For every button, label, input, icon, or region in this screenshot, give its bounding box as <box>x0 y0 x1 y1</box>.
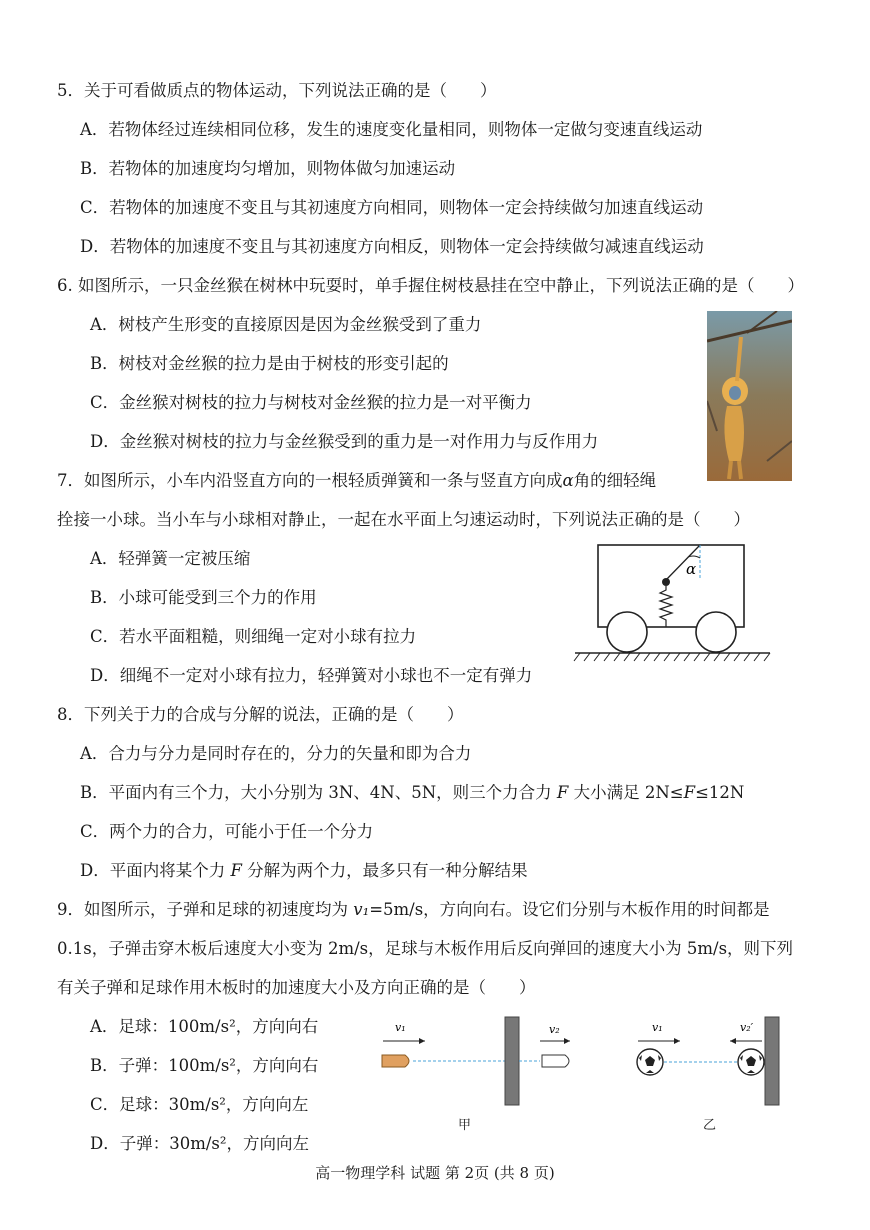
q5-option-c[interactable]: C．若物体的加速度不变且与其初速度方向相同，则物体一定会持续做匀加速直线运动 <box>80 198 704 217</box>
q8-stem: 8．下列关于力的合成与分解的说法，正确的是（ ） <box>57 705 464 724</box>
q5-stem: 5．关于可看做质点的物体运动，下列说法正确的是（ ） <box>57 81 497 100</box>
caption-jia: 甲 <box>458 1118 472 1133</box>
q7-alpha: α <box>562 471 574 490</box>
football-before <box>637 1049 663 1075</box>
q9-stem-line1 <box>57 899 770 921</box>
page-footer: 高一物理学科 试题 第 2页 (共 8 页) <box>315 1164 555 1182</box>
q9-option-d[interactable]: D．子弹：30m/s²，方向向左 <box>90 1134 310 1153</box>
left-wheel <box>607 612 647 652</box>
q6-stem: 6. 如图所示，一只金丝猴在树林中玩耍时，单手握住树枝悬挂在空中静止，下列说法正确的是（ ） <box>57 276 804 295</box>
caption-yi: 乙 <box>703 1118 717 1133</box>
football-after <box>738 1049 764 1075</box>
football-diagram <box>630 1015 790 1110</box>
q8-b-f2: F <box>683 783 696 802</box>
bullet-v2-label: v₂ <box>549 1023 560 1036</box>
bullet-before <box>382 1055 409 1067</box>
q7-stem-line2: 拴接一小球。当小车与小球相对静止，一起在水平面上匀速运动时，下列说法正确的是（ ） <box>57 510 750 529</box>
q9-stem-text-a: 9．如图所示，子弹和足球的初速度均为 <box>57 900 354 919</box>
q6-option-a[interactable]: A．树枝产生形变的直接原因是因为金丝猴受到了重力 <box>90 315 482 334</box>
q9-option-c[interactable]: C．足球：30m/s²，方向向左 <box>90 1095 309 1114</box>
q5-option-d[interactable]: D．若物体的加速度不变且与其初速度方向相反，则物体一定会持续做匀减速直线运动 <box>80 237 704 256</box>
q8-b-text-c: ≤12N <box>695 783 745 802</box>
q6-option-d[interactable]: D．金丝猴对树枝的拉力与金丝猴受到的重力是一对作用力与反作用力 <box>90 432 599 451</box>
board-yi <box>765 1017 779 1105</box>
q9-stem-text-b: =5m/s，方向向右。设它们分别与木板作用的时间都是 <box>369 900 770 919</box>
q8-option-c[interactable]: C．两个力的合力，可能小于任一个分力 <box>80 822 374 841</box>
q7-stem-text-b: 角的细轻绳 <box>573 471 657 490</box>
q7-option-a[interactable]: A．轻弹簧一定被压缩 <box>90 549 251 568</box>
q8-d-text-b: 分解为两个力，最多只有一种分解结果 <box>241 861 528 880</box>
right-wheel <box>696 612 736 652</box>
q8-b-text-a: B．平面内有三个力，大小分别为 3N、4N、5N，则三个力合力 <box>80 783 557 802</box>
q7-stem-text-a: 7．如图所示，小车内沿竖直方向的一根轻质弹簧和一条与竖直方向成 <box>57 471 563 490</box>
q8-d-f: F <box>230 861 242 880</box>
q7-option-c[interactable]: C．若水平面粗糙，则细绳一定对小球有拉力 <box>90 627 417 646</box>
monkey-photo <box>707 311 792 481</box>
q5-option-b[interactable]: B．若物体的加速度均匀增加，则物体做匀加速运动 <box>80 159 456 178</box>
q9-option-b[interactable]: B．子弹：100m/s²，方向向右 <box>90 1056 319 1075</box>
bullet-after <box>542 1055 569 1067</box>
q8-b-text-b: 大小满足 2N≤ <box>568 783 684 802</box>
q8-option-a[interactable]: A．合力与分力是同时存在的，分力的矢量和即为合力 <box>80 744 472 763</box>
q6-option-b[interactable]: B．树枝对金丝猴的拉力是由于树枝的形变引起的 <box>90 354 449 373</box>
bullet-diagram <box>375 1015 590 1110</box>
board-jia <box>505 1017 519 1105</box>
q8-d-text-a: D．平面内将某个力 <box>80 861 231 880</box>
q9-option-a[interactable]: A．足球：100m/s²，方向向右 <box>90 1017 319 1036</box>
football-v2-label: v₂′ <box>740 1021 754 1034</box>
q5-option-a[interactable]: A．若物体经过连续相同位移，发生的速度变化量相同，则物体一定做匀变速直线运动 <box>80 120 703 139</box>
ball <box>662 578 670 586</box>
q8-b-f: F <box>556 783 569 802</box>
q8-option-d[interactable] <box>80 860 528 882</box>
q6-option-c[interactable]: C．金丝猴对树枝的拉力与树枝对金丝猴的拉力是一对平衡力 <box>90 393 532 412</box>
q9-v1: v₁ <box>353 900 370 919</box>
q7-option-d[interactable]: D．细绳不一定对小球有拉力，轻弹簧对小球也不一定有弹力 <box>90 666 533 685</box>
cart-diagram <box>570 540 775 670</box>
q9-stem-line2: 0.1s，子弹击穿木板后速度大小变为 2m/s，足球与木板作用后反向弹回的速度大小为 5m/s，则下列 <box>57 939 794 958</box>
bullet-v1-label: v₁ <box>395 1021 406 1034</box>
q7-option-b[interactable]: B．小球可能受到三个力的作用 <box>90 588 317 607</box>
spring <box>660 586 672 627</box>
q9-stem-line3: 有关子弹和足球作用木板时的加速度大小及方向正确的是（ ） <box>57 978 536 997</box>
q8-option-b[interactable] <box>80 782 744 804</box>
football-v1-label: v₁ <box>652 1021 663 1034</box>
q7-stem-line1 <box>57 470 656 492</box>
alpha-label: α <box>686 560 697 578</box>
